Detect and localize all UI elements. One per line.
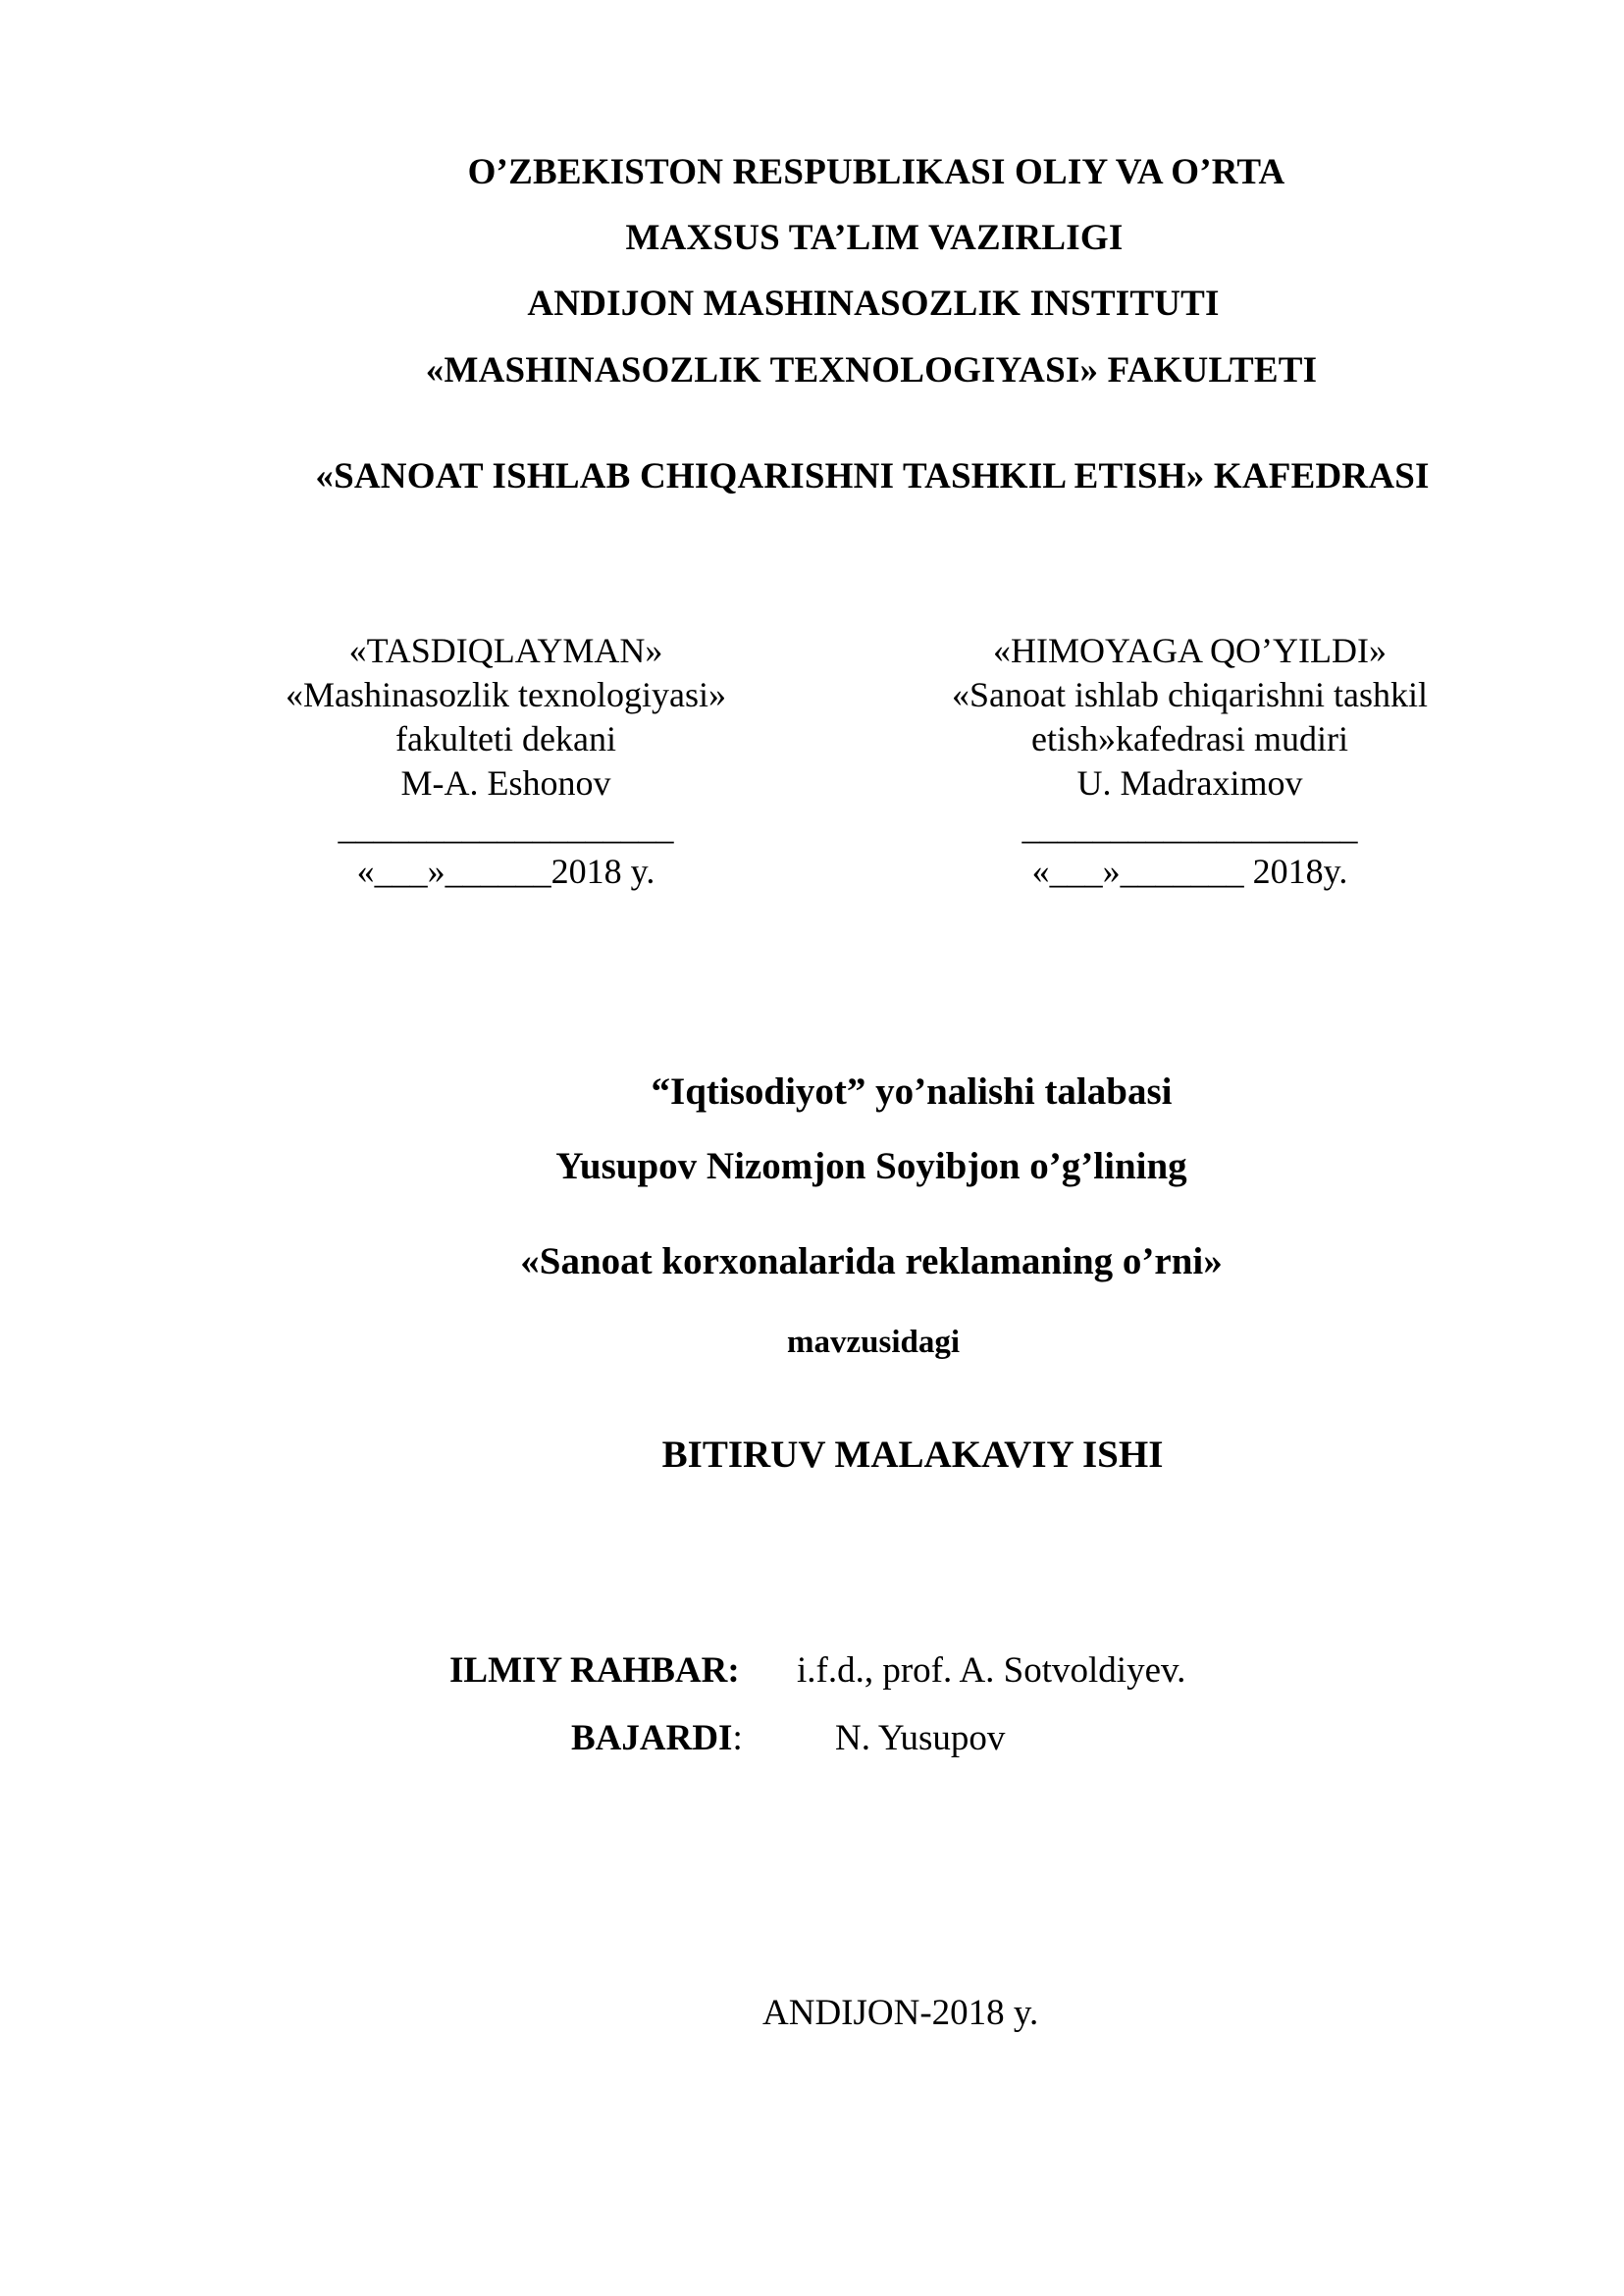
approval-left bbox=[234, 629, 778, 894]
supervisor-label: ILMIY RAHBAR: bbox=[449, 1650, 740, 1691]
student-name: Yusupov Nizomjon Soyibjon o’g’lining bbox=[555, 1145, 1187, 1187]
faculty-name: «MASHINASOZLIK TEXNOLOGIYASI» FAKULTETI bbox=[425, 350, 1318, 391]
approval-left-line-2: fakulteti dekani bbox=[395, 719, 616, 758]
approval-left-name: M-A. Eshonov bbox=[400, 763, 611, 803]
approval-left-date: «___»______2018 y. bbox=[356, 852, 655, 891]
approval-right-signature-line: ___________________ bbox=[1022, 808, 1358, 847]
study-direction: “Iqtisodiyot” yo’nalishi talabasi bbox=[651, 1070, 1173, 1113]
performer-label-group bbox=[571, 1717, 743, 1759]
approval-right bbox=[908, 629, 1472, 894]
approval-right-line-1: «Sanoat ishlab chiqarishni tashkil bbox=[952, 675, 1428, 714]
ministry-line-2: MAXSUS TA’LIM VAZIRLIGI bbox=[625, 218, 1124, 258]
thesis-topic: «Sanoat korxonalarida reklamaning o’rni» bbox=[520, 1240, 1223, 1282]
institute-name: ANDIJON MASHINASOZLIK INSTITUTI bbox=[527, 284, 1220, 324]
approval-right-title: «HIMOYAGA QO’YILDI» bbox=[993, 631, 1387, 670]
approval-left-title: «TASDIQLAYMAN» bbox=[348, 631, 663, 670]
thesis-topic-suffix: mavzusidagi bbox=[786, 1325, 961, 1360]
approval-left-line-1: «Mashinasozlik texnologiyasi» bbox=[286, 675, 726, 714]
ministry-line-1: O’ZBEKISTON RESPUBLIKASI OLIY VA O’RTA bbox=[467, 152, 1285, 192]
performer-label: BAJARDI bbox=[571, 1718, 733, 1758]
performer-colon: : bbox=[732, 1718, 743, 1758]
approval-right-name: U. Madraximov bbox=[1076, 763, 1303, 803]
department-name: «SANOAT ISHLAB CHIQARISHNI TASHKIL ETISH» KAFEDRASI bbox=[315, 456, 1430, 496]
approval-left-signature-line: ___________________ bbox=[338, 808, 674, 847]
approval-right-date: «___»_______ 2018y. bbox=[1031, 852, 1348, 891]
approval-right-line-2: etish»kafedrasi mudiri bbox=[1031, 719, 1348, 758]
performer-value: N. Yusupov bbox=[835, 1718, 1006, 1758]
supervisor-value: i.f.d., prof. A. Sotvoldiyev. bbox=[797, 1650, 1186, 1691]
work-type-title: BITIRUV MALAKAVIY ISHI bbox=[661, 1434, 1164, 1476]
place-and-year: ANDIJON-2018 y. bbox=[762, 1993, 1039, 2033]
